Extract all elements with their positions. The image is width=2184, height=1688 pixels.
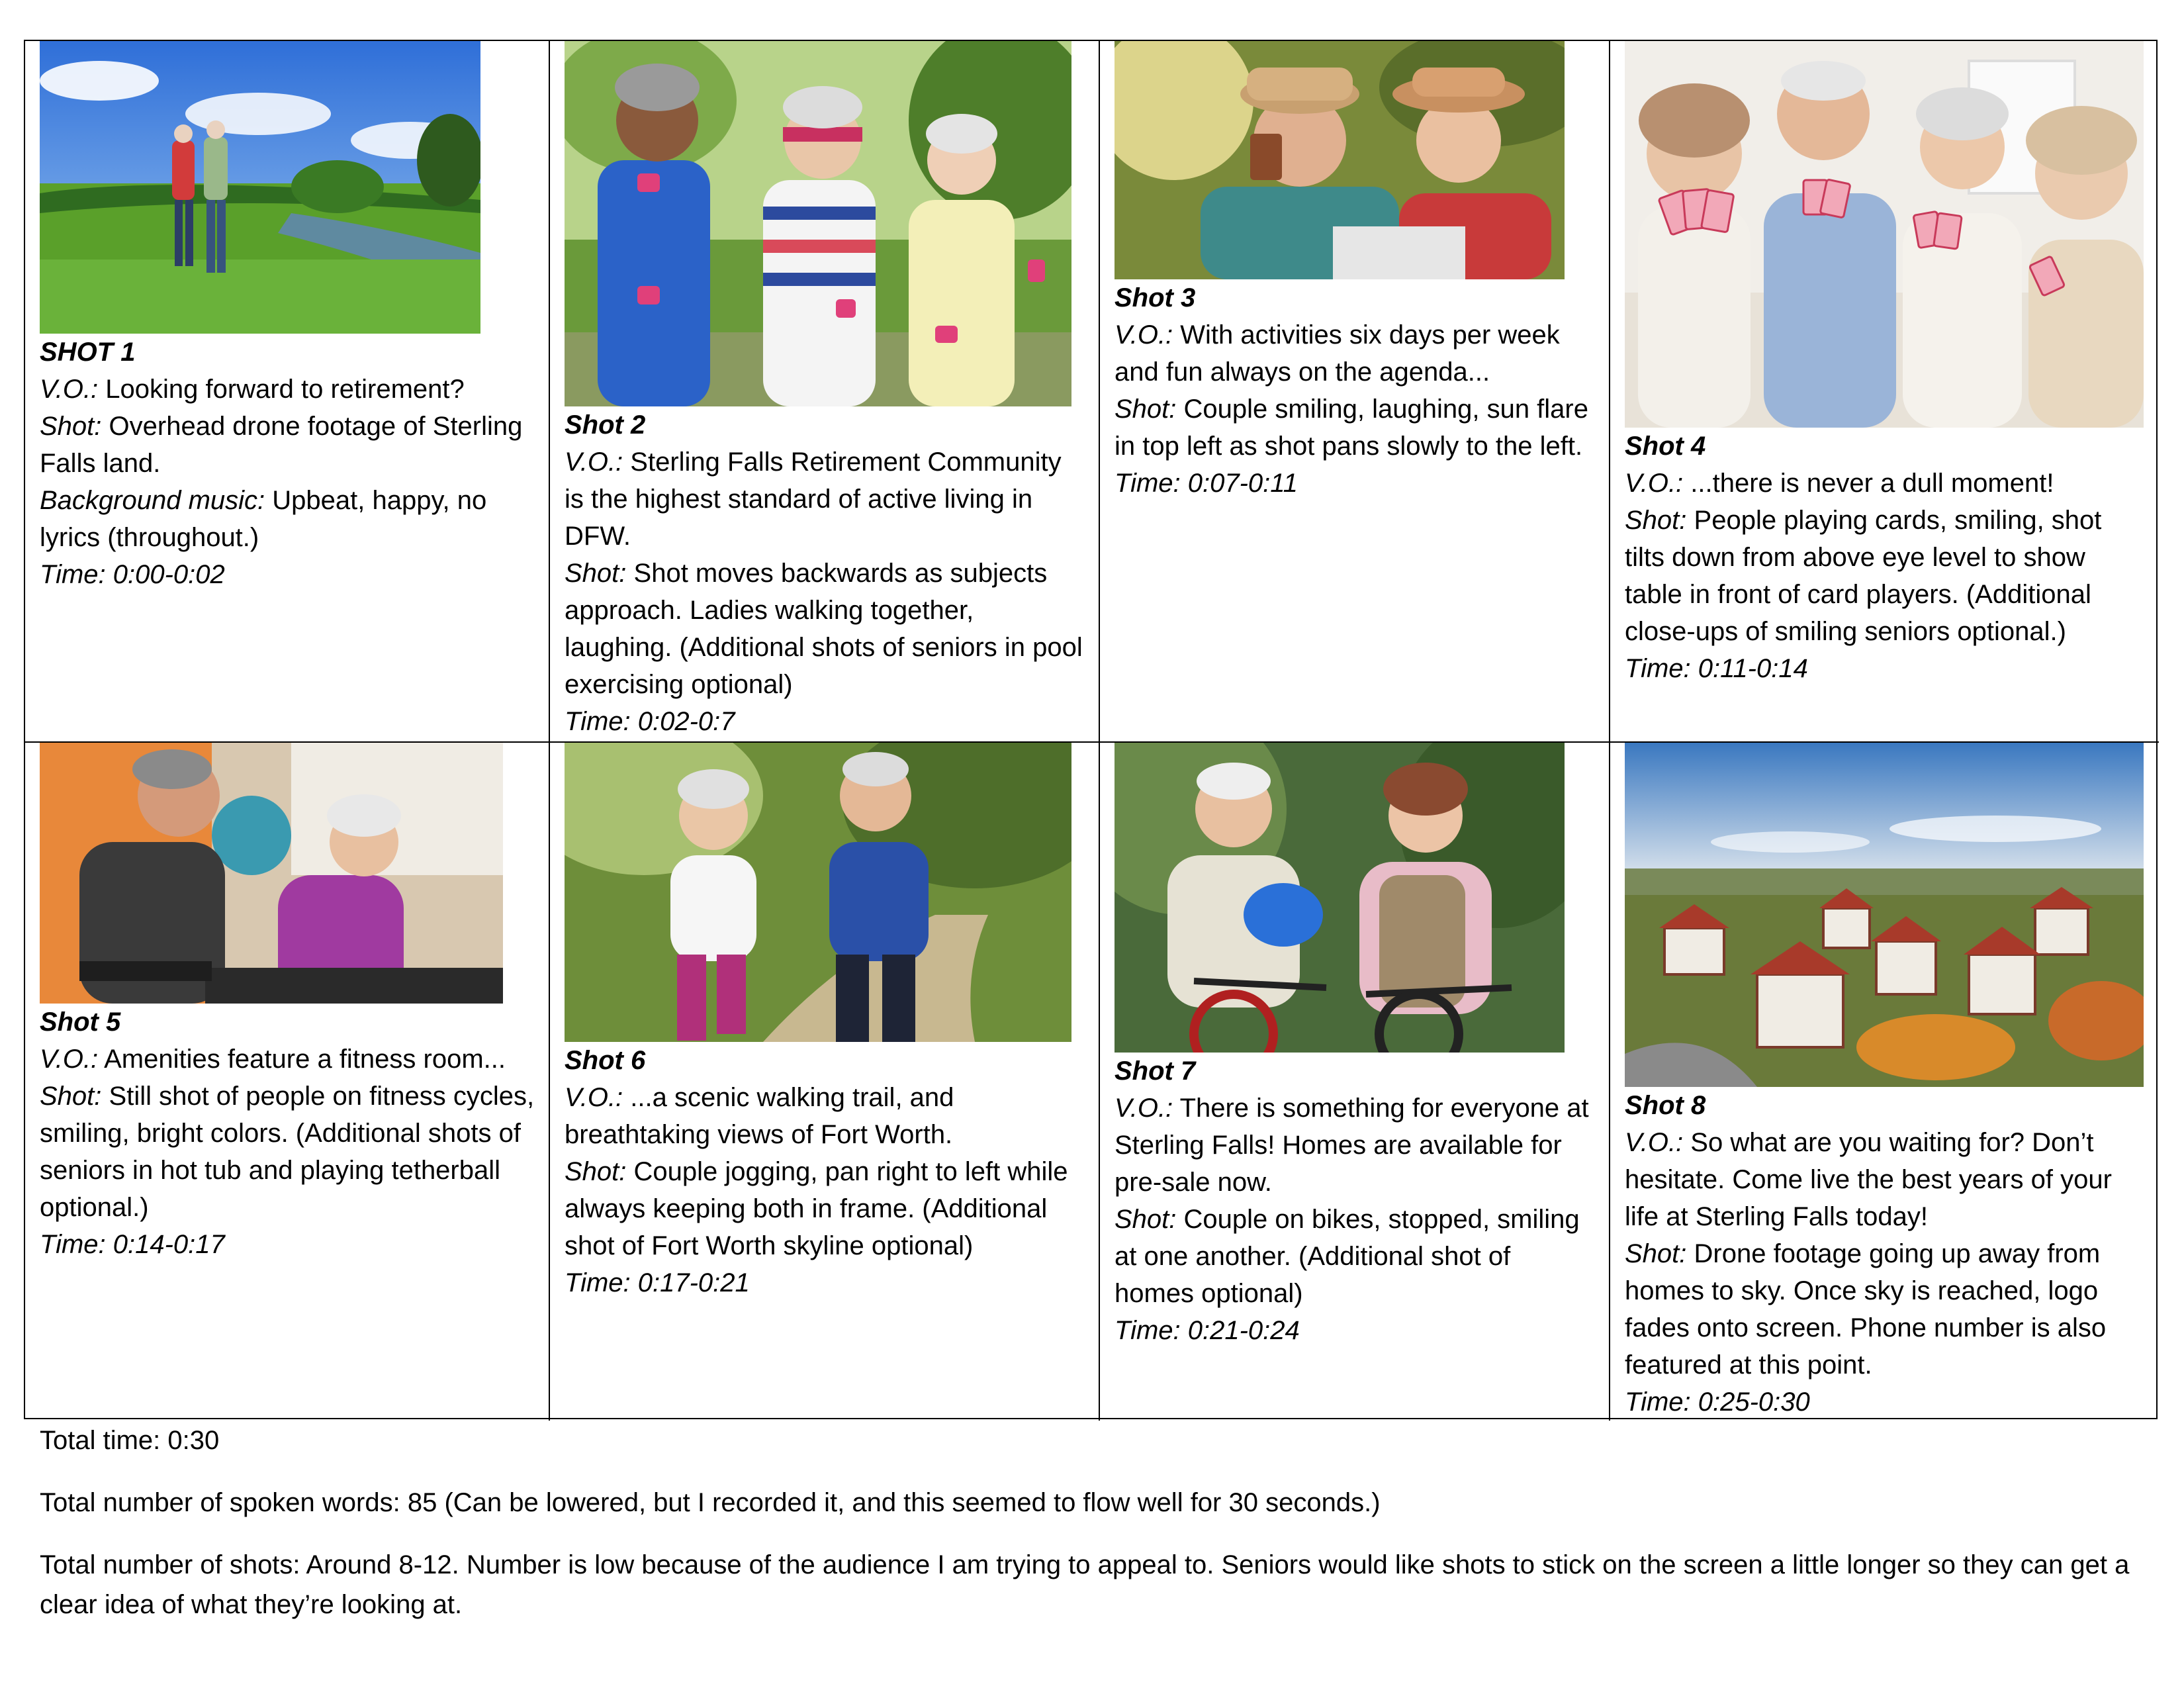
shot-cell-2	[550, 41, 1100, 743]
time-range: Time: 0:21-0:24	[1115, 1316, 1300, 1345]
shot-title: Shot 2	[565, 410, 646, 440]
shot-cell-3	[1100, 41, 1610, 743]
vo-label: V.O.:	[1115, 320, 1173, 350]
shot-text: People playing cards, smiling, shot tilts down from above eye level to show table in front of card players. (Additional close-ups of smiling seniors optional.)	[1625, 506, 2102, 646]
voiceover-text	[1625, 1124, 2146, 1235]
couple-jogging-photo	[565, 743, 1071, 1042]
shot-label: Shot:	[40, 412, 102, 441]
shot-cell-1	[25, 41, 550, 743]
shot-label: Shot:	[40, 1082, 102, 1111]
vo-text: With activities six days per week and fun always on the agenda...	[1115, 320, 1560, 387]
shot-cell-6	[550, 743, 1100, 1421]
voiceover-text	[565, 1079, 1085, 1153]
voiceover-text	[40, 371, 535, 408]
vo-label: V.O.:	[1625, 469, 1684, 498]
time-range: Time: 0:00-0:02	[40, 560, 225, 589]
vo-label: V.O.:	[565, 447, 623, 477]
shot-text: Overhead drone footage of Sterling Falls land.	[40, 412, 523, 478]
time-range: Time: 0:11-0:14	[1625, 654, 1808, 683]
shot-cell-5	[25, 743, 550, 1421]
shot-title: Shot 3	[1115, 283, 1196, 312]
shot-cell-8	[1610, 743, 2159, 1421]
vo-text: Sterling Falls Retirement Community is the highest standard of active living in DFW.	[565, 447, 1062, 551]
time-range: Time: 0:17-0:21	[565, 1268, 750, 1297]
voiceover-text	[1625, 465, 2146, 502]
couple-on-bikes-photo	[1115, 743, 1565, 1053]
shot-label: Shot:	[1625, 1239, 1687, 1268]
time-range: Time: 0:14-0:17	[40, 1230, 225, 1259]
vo-text: There is something for everyone at Sterling Falls! Homes are available for pre-sale now.	[1115, 1094, 1589, 1197]
seniors-playing-cards-photo	[1625, 41, 2144, 428]
shot-description	[40, 1078, 535, 1226]
shot-title: SHOT 1	[40, 338, 136, 367]
total-time-note: Total time: 0:30	[40, 1426, 220, 1455]
time-range: Time: 0:07-0:11	[1115, 469, 1298, 498]
couple-walking-by-river-photo	[40, 41, 480, 334]
couple-in-hats-photo	[1115, 41, 1565, 279]
shot-cell-4	[1610, 41, 2159, 743]
shot-text: Still shot of people on fitness cycles, smiling, bright colors. (Additional shots of seniors in hot tub and playing tetherball optional.)	[40, 1082, 535, 1222]
shot-title: Shot 7	[1115, 1056, 1196, 1086]
music-text: Upbeat, happy, no lyrics (throughout.)	[40, 486, 487, 552]
shot-text: Couple jogging, pan right to left while always keeping both in frame. (Additional shot of Fort Worth skyline optional)	[565, 1157, 1068, 1260]
storyboard-table	[24, 40, 2158, 1419]
shot-description	[565, 555, 1085, 703]
shot-cell-7	[1100, 743, 1610, 1421]
time-range: Time: 0:02-0:7	[565, 707, 735, 736]
aerial-village-photo	[1625, 743, 2144, 1087]
shot-text: Shot moves backwards as subjects approach. Ladies walking together, laughing. (Additional shots of seniors in pool exercising optional)	[565, 559, 1083, 699]
shots-count-note: Total number of shots: Around 8-12. Number is low because of the audience I am trying to appeal to. Seniors would like shots to stick on the screen a little longer so they can get a clear idea of what they’re looking at.	[40, 1550, 2130, 1619]
vo-text: Amenities feature a fitness room...	[98, 1045, 506, 1074]
vo-label: V.O.:	[1625, 1128, 1684, 1157]
voiceover-text	[1115, 1090, 1596, 1201]
shot-label: Shot:	[565, 559, 627, 588]
shot-text: Drone footage going up away from homes to sky. Once sky is reached, logo fades onto screen. Phone number is also featured at this point.	[1625, 1239, 2107, 1380]
production-notes	[40, 1421, 2158, 1647]
vo-label: V.O.:	[40, 1045, 99, 1074]
shot-title: Shot 8	[1625, 1091, 1706, 1120]
shot-description	[1115, 391, 1596, 465]
shot-title: Shot 4	[1625, 432, 1706, 461]
vo-label: V.O.:	[565, 1083, 623, 1112]
vo-text: ...a scenic walking trail, and breathtaking views of Fort Worth.	[565, 1083, 954, 1149]
shot-description	[1625, 1235, 2146, 1383]
ladies-walking-with-weights-photo	[565, 41, 1071, 406]
shot-label: Shot:	[1625, 506, 1687, 535]
shot-description	[1625, 502, 2146, 650]
vo-text: Looking forward to retirement?	[98, 375, 465, 404]
background-music-note	[40, 482, 535, 556]
voiceover-text	[565, 444, 1085, 555]
shot-label: Shot:	[1115, 1205, 1177, 1234]
shot-description	[40, 408, 535, 482]
voiceover-text	[40, 1041, 535, 1078]
vo-text: So what are you waiting for? Don’t hesitate. Come live the best years of your life at Sterling Falls today!	[1625, 1128, 2112, 1231]
shot-label: Shot:	[1115, 395, 1177, 424]
fitness-cycles-photo	[40, 743, 503, 1004]
shot-label: Shot:	[565, 1157, 627, 1186]
shot-text: Couple smiling, laughing, sun flare in top left as shot pans slowly to the left.	[1115, 395, 1588, 461]
vo-label: V.O.:	[1115, 1094, 1173, 1123]
spoken-words-note: Total number of spoken words: 85 (Can be lowered, but I recorded it, and this seemed to flow well for 30 seconds.)	[40, 1488, 1381, 1517]
vo-text: ...there is never a dull moment!	[1683, 469, 2054, 498]
music-label: Background music:	[40, 486, 265, 515]
shot-description	[1115, 1201, 1596, 1312]
shot-title: Shot 5	[40, 1008, 121, 1037]
shot-text: Couple on bikes, stopped, smiling at one another. (Additional shot of homes optional)	[1115, 1205, 1580, 1308]
time-range: Time: 0:25-0:30	[1625, 1387, 1810, 1417]
shot-description	[565, 1153, 1085, 1264]
shot-title: Shot 6	[565, 1046, 646, 1075]
voiceover-text	[1115, 316, 1596, 391]
vo-label: V.O.:	[40, 375, 99, 404]
